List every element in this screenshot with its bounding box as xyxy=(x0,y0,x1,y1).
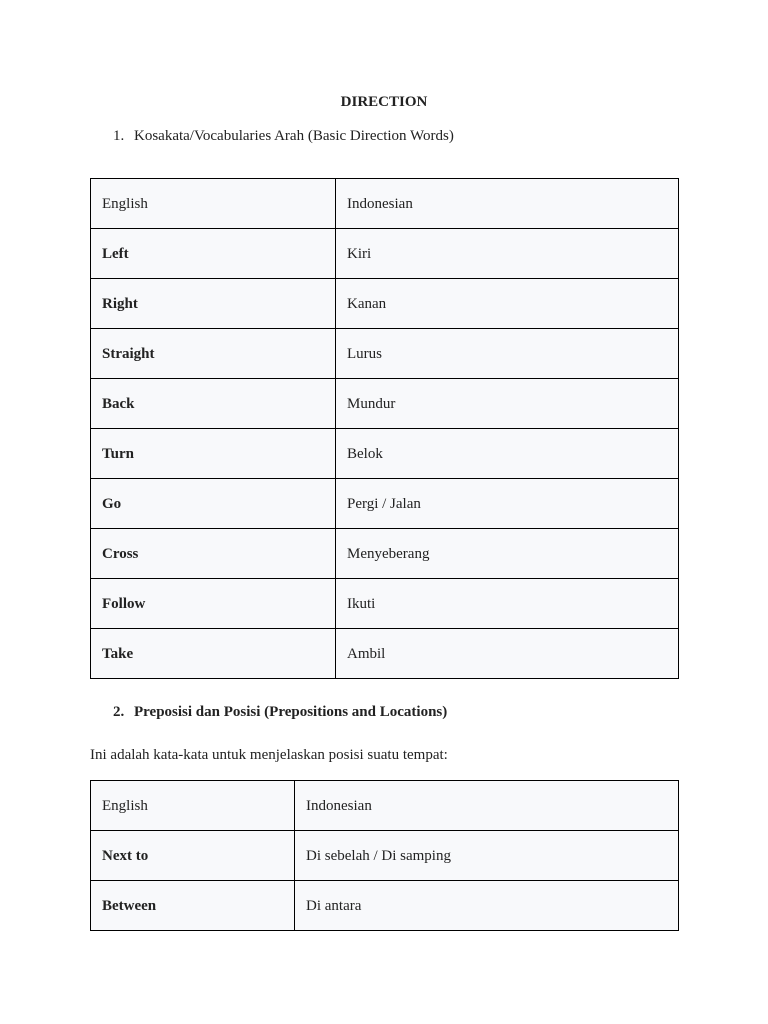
table-row xyxy=(91,629,679,679)
table-row xyxy=(91,379,679,429)
indonesian-translation: Kanan xyxy=(336,279,679,329)
section-1-heading xyxy=(113,127,454,145)
table-header-row xyxy=(91,179,679,229)
english-term: Next to xyxy=(91,831,295,881)
table-header-row xyxy=(91,781,679,831)
indonesian-translation: Belok xyxy=(336,429,679,479)
column-header-indonesian: Indonesian xyxy=(295,781,679,831)
english-term: Turn xyxy=(91,429,336,479)
table-row xyxy=(91,529,679,579)
indonesian-translation: Ikuti xyxy=(336,579,679,629)
indonesian-translation: Pergi / Jalan xyxy=(336,479,679,529)
english-term: Left xyxy=(91,229,336,279)
english-term: Follow xyxy=(91,579,336,629)
section-2-number: 2. xyxy=(113,704,125,720)
indonesian-translation: Di sebelah / Di samping xyxy=(295,831,679,881)
direction-words-table xyxy=(90,178,679,679)
column-header-indonesian: Indonesian xyxy=(336,179,679,229)
section-2-heading xyxy=(113,703,447,721)
english-term: Go xyxy=(91,479,336,529)
table-row xyxy=(91,329,679,379)
table-row xyxy=(91,279,679,329)
table-row xyxy=(91,579,679,629)
column-header-english: English xyxy=(91,179,336,229)
section-2-heading-text: Preposisi dan Posisi (Prepositions and Locations) xyxy=(134,704,448,720)
english-term: Between xyxy=(91,881,295,931)
english-term: Right xyxy=(91,279,336,329)
table-row xyxy=(91,479,679,529)
english-term: Cross xyxy=(91,529,336,579)
indonesian-translation: Menyeberang xyxy=(336,529,679,579)
english-term: Back xyxy=(91,379,336,429)
indonesian-translation: Lurus xyxy=(336,329,679,379)
indonesian-translation: Di antara xyxy=(295,881,679,931)
page-title: DIRECTION xyxy=(340,94,428,110)
section-1-number: 1. xyxy=(113,128,125,144)
column-header-english: English xyxy=(91,781,295,831)
prepositions-table xyxy=(90,780,679,931)
table-row xyxy=(91,881,679,931)
section-2-intro: Ini adalah kata-kata untuk menjelaskan posisi suatu tempat: xyxy=(90,747,448,763)
indonesian-translation: Kiri xyxy=(336,229,679,279)
english-term: Take xyxy=(91,629,336,679)
table-row xyxy=(91,229,679,279)
section-1-heading-text: Kosakata/Vocabularies Arah (Basic Direction Words) xyxy=(134,128,454,144)
indonesian-translation: Mundur xyxy=(336,379,679,429)
table-row xyxy=(91,831,679,881)
english-term: Straight xyxy=(91,329,336,379)
table-row xyxy=(91,429,679,479)
indonesian-translation: Ambil xyxy=(336,629,679,679)
